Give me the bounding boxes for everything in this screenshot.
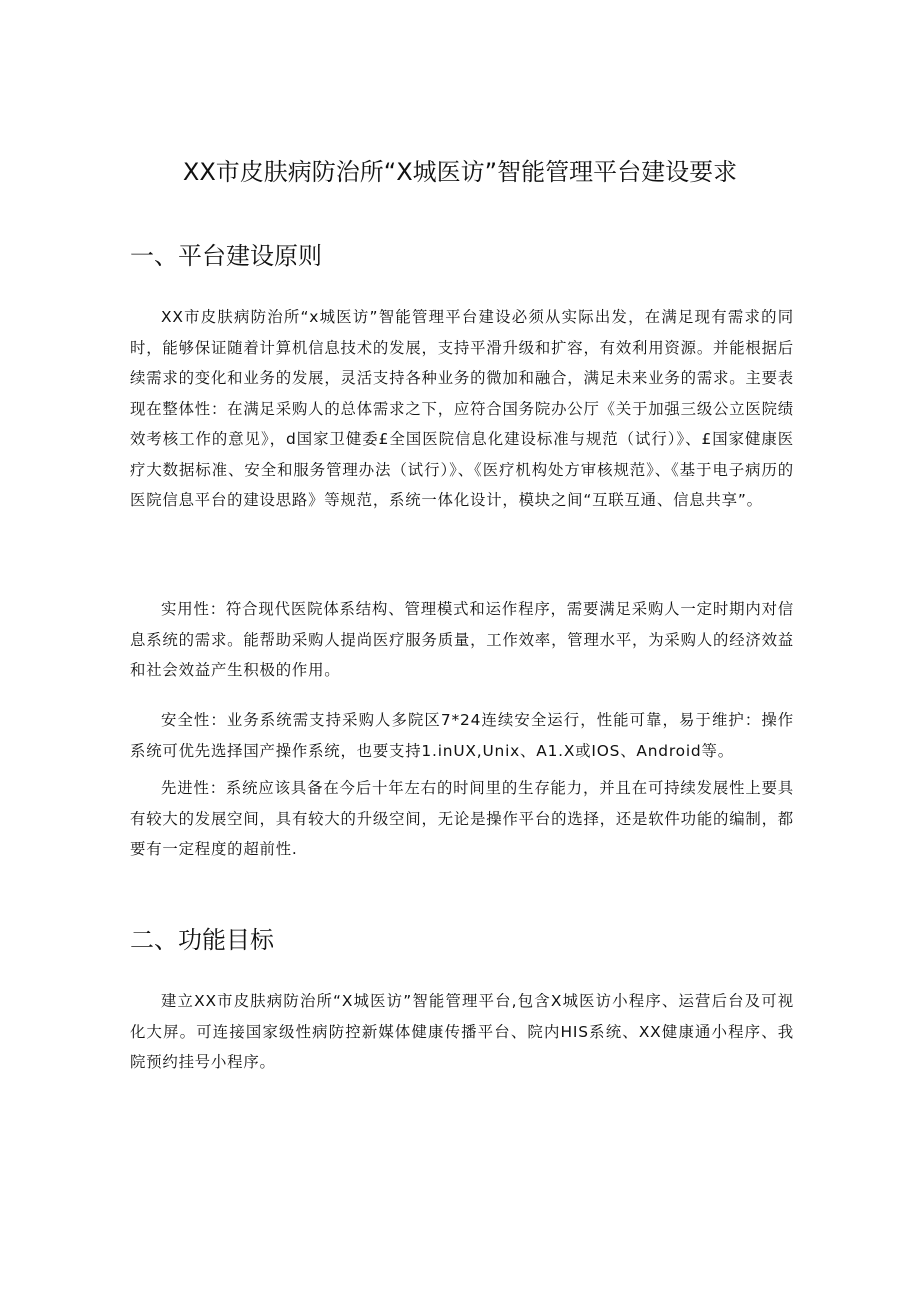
paragraph-practicality: 实用性：符合现代医院体系结构、管理模式和运作程序，需要满足采购人一定时期内对信息系统的需求。能帮助采购人提尚医疗服务质量，工作效率，管理水平，为采购人的经济效益和社会效益产生积极的作用。 [130,600,794,679]
paragraph-function-goals: 建立XX市皮肤病防治所“X城医访”智能管理平台,包含X城医访小程序、运营后台及可视化大屏。可连接国家级性病防控新媒体健康传播平台、院内HIS系统、XX健康通小程序、我院预约挂号小程序。 [130,992,794,1071]
section-heading-function-goals: 二、功能目标 [130,926,274,954]
document-title: XX市皮肤病防治所“X城医访”智能管理平台建设要求 [182,158,738,186]
section-heading-principles: 一、平台建设原则 [130,242,322,270]
paragraph-advancement: 先进性：系统应该具备在今后十年左右的时间里的生存能力，并且在可持续发展性上要具有较大的发展空间，具有较大的升级空间，无论是操作平台的选择，还是软件功能的编制，都要有一定程度的超前性. [130,779,794,858]
paragraph-security: 安全性：业务系统需支持采购人多院区7*24连续安全运行，性能可靠，易于维护：操作系统可优先选择国产操作系统，也要支持1.inUX,Unix、A1.X或IOS、Android等。 [130,711,794,760]
paragraph-overview: XX市皮肤病防治所“x城医访”智能管理平台建设必须从实际出发，在满足现有需求的同时，能够保证随着计算机信息技术的发展，支持平滑升级和扩容，有效利用资源。并能根据后续需求的变化和业务的发展，灵活支持各种业务的微加和融合，满足未来业务的需求。主要表现在整体性：在满足采购人的总体需求之下，应符合国务院办公厅《关于加强三级公立医院绩效考核工作的意见》，d国家卫健委£全国医院信息化建设标准与规范（试行）》、£国家健康医疗大数据标准、安全和服务管理办法（试行）》、《医疗机构处方审核规范》、《基于电子病历的医院信息平台的建设思路》等规范，系统一体化设计，模块之间“互联互通、信息共享”。 [130,308,794,509]
